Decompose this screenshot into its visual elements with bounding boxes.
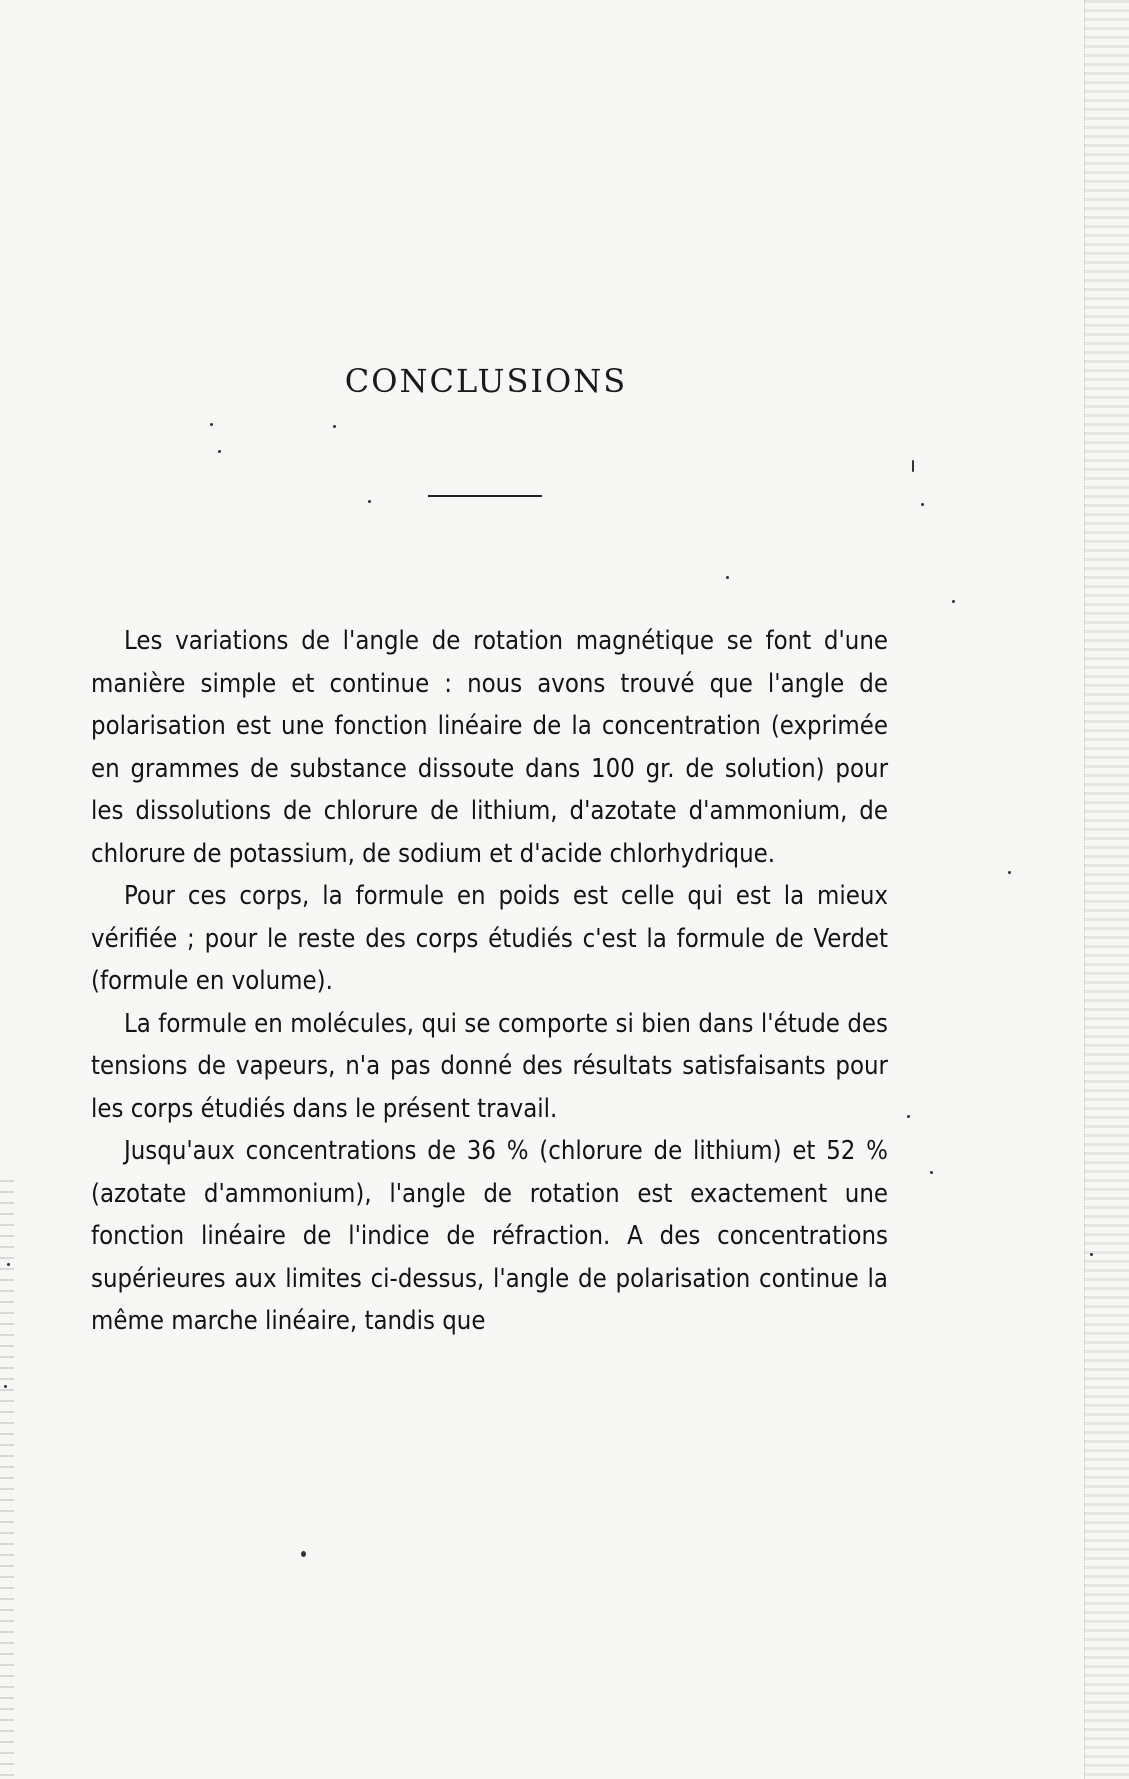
- paragraph: Pour ces corps, la formule en poids est celle qui est la mieux vérifiée ; pour le reste des corps étudiés c'est la formule de Verdet (formule en volume).: [91, 881, 888, 996]
- scan-speck: [1008, 871, 1011, 874]
- scan-speck: [368, 500, 371, 503]
- scan-edge-shadow-left: [0, 1180, 14, 1779]
- scan-speck: [921, 503, 924, 506]
- scan-speck: [333, 425, 336, 428]
- paragraph: Jusqu'aux concentrations de 36 % (chlorure de lithium) et 52 % (azotate d'ammonium), l'angle de rotation est exactement une fonction linéaire de l'indice de réfraction. A des concentrations supérieures aux limites ci-dessus, l'angle de polarisation continue la même marche linéaire, tandis que: [91, 1136, 888, 1336]
- scan-speck: [210, 423, 213, 426]
- scan-speck: [1090, 1253, 1093, 1256]
- title-divider: [428, 495, 542, 497]
- scan-speck: [218, 450, 221, 453]
- conclusions-text: [91, 620, 888, 1343]
- scan-speck: [907, 1115, 910, 1118]
- page-title: CONCLUSIONS: [344, 362, 628, 400]
- scan-speck: [912, 460, 914, 472]
- scan-speck: [930, 1171, 933, 1174]
- scan-speck: [726, 576, 729, 579]
- scan-speck: [7, 1263, 10, 1266]
- paragraph: La formule en molécules, qui se comporte si bien dans l'étude des tensions de vapeurs, n'a pas donné des résultats satisfaisants pour les corps étudiés dans le présent travail.: [91, 1008, 888, 1124]
- scan-speck: [301, 1551, 306, 1557]
- paragraph: Les variations de l'angle de rotation magnétique se font d'une manière simple et continue : nous avons trouvé que l'angle de polarisation est une fonction linéaire de la concentration (exprimée en grammes de substance dissoute dans 100 gr. de solution) pour les dissolutions de chlorure de lithium, d'azotate d'ammonium, de chlorure de potassium, de sodium et d'acide chlorhydrique.: [91, 626, 888, 869]
- scan-speck: [952, 600, 955, 603]
- scan-speck: [4, 1385, 7, 1388]
- scan-edge-shadow: [1084, 0, 1129, 1779]
